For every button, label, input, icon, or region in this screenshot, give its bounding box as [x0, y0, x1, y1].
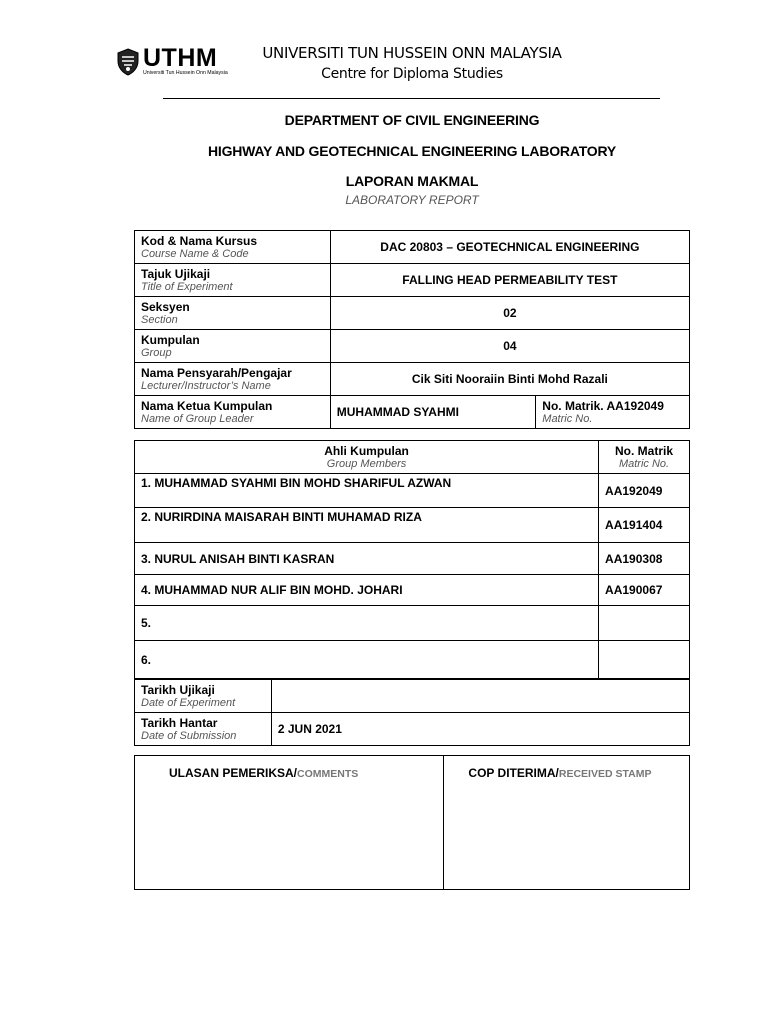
experiment-label: Tajuk Ujikaji: [141, 266, 211, 281]
course-info-table: [134, 230, 690, 429]
member-matric: AA191404: [599, 508, 690, 543]
comments-label: ULASAN PEMERIKSA/: [169, 766, 298, 780]
member-name: 3. NURUL ANISAH BINTI KASRAN: [135, 543, 599, 575]
group-value: 04: [330, 330, 689, 363]
group-leader-row: [135, 396, 690, 429]
table-row: [135, 606, 690, 641]
logo-subtext: Universiti Tun Hussein Onn Malaysia: [143, 70, 228, 76]
member-name: 5.: [135, 606, 599, 641]
uthm-shield-icon: [117, 48, 139, 76]
submission-date-row: [135, 713, 690, 746]
group-leader-value: MUHAMMAD SYAHMI: [330, 396, 536, 429]
university-name: UNIVERSITI TUN HUSSEIN ONN MALAYSIA: [262, 44, 562, 62]
group-members-table: [134, 440, 690, 679]
course-row: [135, 231, 690, 264]
member-name: 2. NURIRDINA MAISARAH BINTI MUHAMAD RIZA: [135, 508, 599, 543]
lecturer-label: Nama Pensyarah/Pengajar: [141, 365, 292, 380]
experiment-row: [135, 264, 690, 297]
leader-matric-sublabel: Matric No.: [542, 412, 593, 425]
header-divider: [163, 98, 660, 99]
comments-box: [135, 756, 444, 890]
department-title: DEPARTMENT OF CIVIL ENGINEERING: [284, 112, 540, 128]
experiment-date-row: [135, 680, 690, 713]
member-matric: AA190308: [599, 543, 690, 575]
member-matric: [599, 641, 690, 679]
group-label: Kumpulan: [141, 332, 200, 347]
experiment-sublabel: Title of Experiment: [141, 280, 233, 293]
section-sublabel: Section: [141, 313, 178, 326]
section-value: 02: [330, 297, 689, 330]
section-row: [135, 297, 690, 330]
comments-sublabel: COMMENTS: [297, 768, 359, 780]
group-sublabel: Group: [141, 346, 172, 359]
course-value: DAC 20803 – GEOTECHNICAL ENGINEERING: [330, 231, 689, 264]
members-header-row: [135, 441, 690, 474]
table-row: [135, 641, 690, 679]
report-title-malay: LAPORAN MAKMAL: [345, 173, 479, 189]
stamp-label: COP DITERIMA/: [468, 766, 559, 780]
table-row: [135, 543, 690, 575]
submission-date-label: Tarikh Hantar: [141, 715, 218, 730]
members-header-sublabel: Group Members: [326, 457, 407, 470]
member-name: 1. MUHAMMAD SYAHMI BIN MOHD SHARIFUL AZWAN: [135, 474, 599, 508]
centre-name: Centre for Diploma Studies: [321, 66, 503, 82]
table-row: [135, 474, 690, 508]
dates-table: [134, 679, 690, 746]
member-matric: AA192049: [599, 474, 690, 508]
member-name: 6.: [135, 641, 599, 679]
group-row: [135, 330, 690, 363]
submission-date-value: 2 JUN 2021: [271, 713, 689, 746]
report-title-english: LABORATORY REPORT: [345, 193, 479, 207]
table-row: [135, 508, 690, 543]
stamp-sublabel: RECEIVED STAMP: [558, 768, 652, 780]
laboratory-title: HIGHWAY AND GEOTECHNICAL ENGINEERING LABORATORY: [207, 143, 617, 159]
lecturer-row: [135, 363, 690, 396]
lecturer-value: Cik Siti Nooraiin Binti Mohd Razali: [330, 363, 689, 396]
group-leader-sublabel: Name of Group Leader: [141, 412, 254, 425]
member-matric: AA190067: [599, 575, 690, 606]
matric-header-sublabel: Matric No.: [618, 457, 670, 470]
experiment-date-sublabel: Date of Experiment: [141, 696, 236, 709]
submission-date-sublabel: Date of Submission: [141, 729, 237, 742]
lecturer-sublabel: Lecturer/Instructor’s Name: [141, 379, 271, 392]
course-label: Kod & Nama Kursus: [141, 233, 258, 248]
experiment-date-value: [271, 680, 689, 713]
stamp-box: [444, 756, 690, 890]
member-matric: [599, 606, 690, 641]
comments-stamp-table: [134, 755, 690, 890]
table-row: [135, 575, 690, 606]
matric-header-label: No. Matrik: [615, 443, 674, 458]
members-header-label: Ahli Kumpulan: [324, 443, 409, 458]
logo-wordmark: UTHM: [143, 44, 218, 72]
member-name: 4. MUHAMMAD NUR ALIF BIN MOHD. JOHARI: [135, 575, 599, 606]
course-sublabel: Course Name & Code: [141, 247, 249, 260]
uthm-logo: [117, 46, 231, 80]
section-label: Seksyen: [141, 299, 190, 314]
leader-matric-label: No. Matrik. AA192049: [542, 398, 664, 413]
group-leader-label: Nama Ketua Kumpulan: [141, 398, 273, 413]
experiment-date-label: Tarikh Ujikaji: [141, 682, 215, 697]
experiment-value: FALLING HEAD PERMEABILITY TEST: [330, 264, 689, 297]
